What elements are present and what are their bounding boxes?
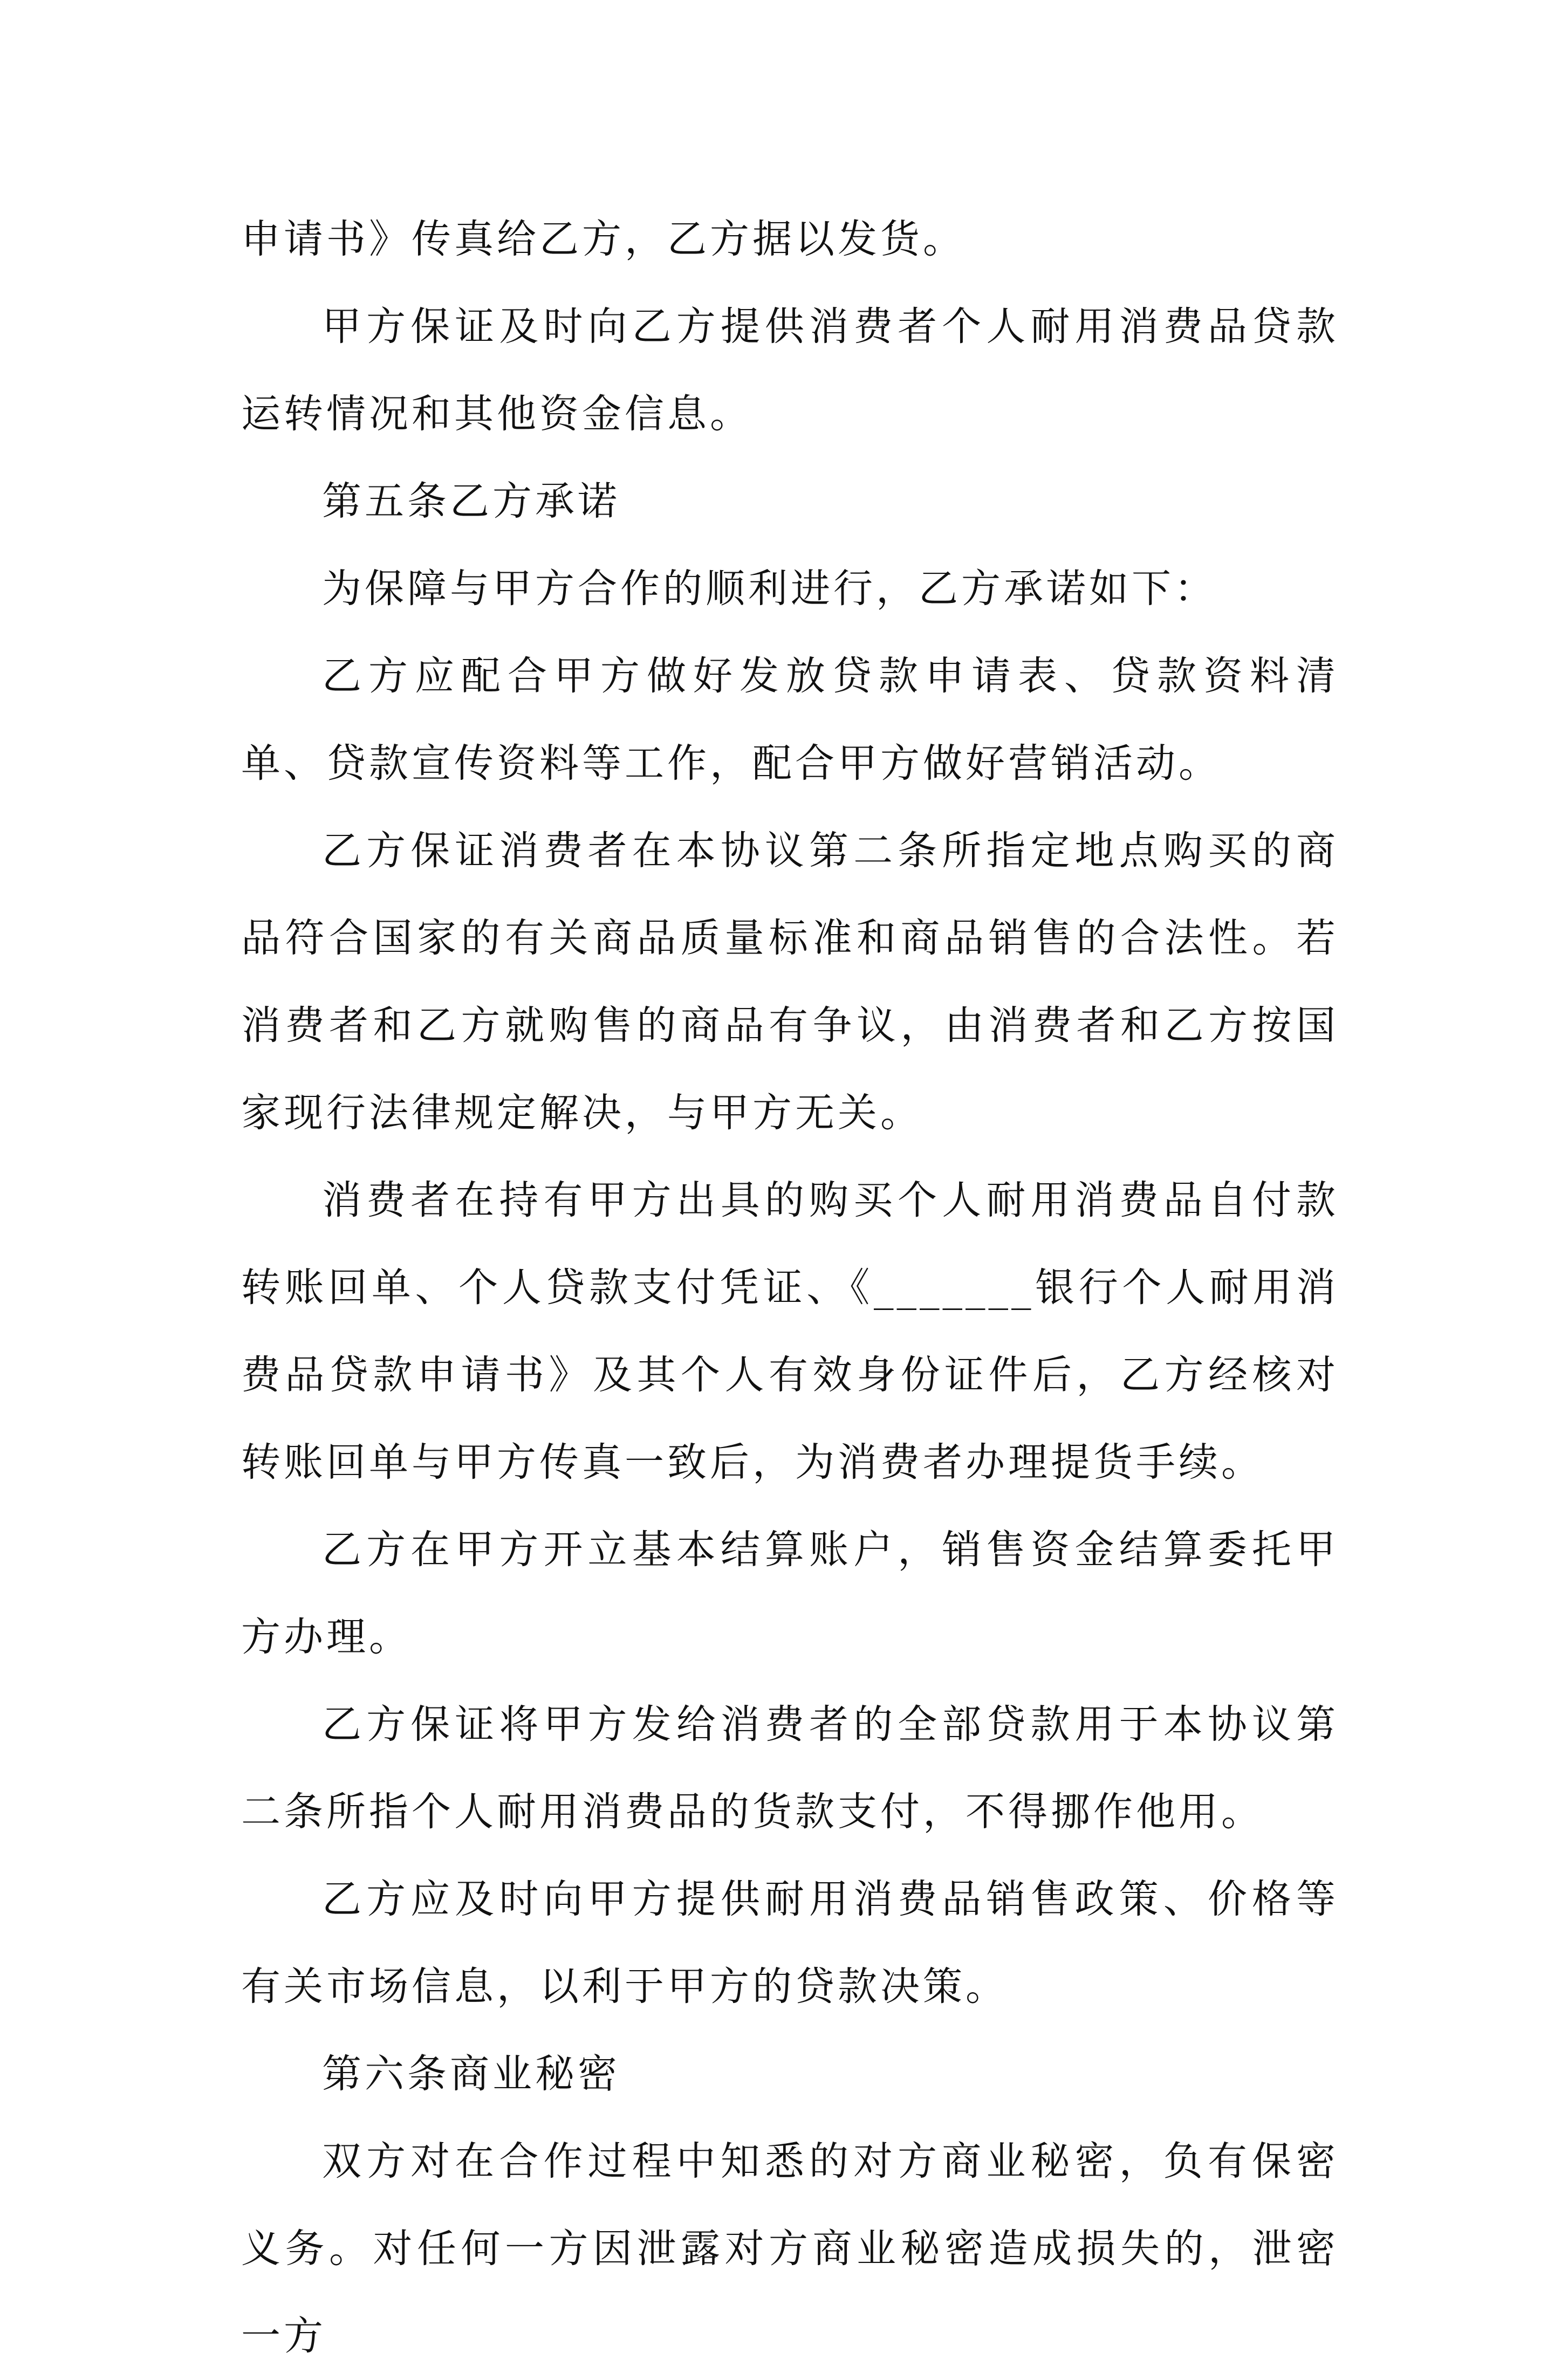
paragraph: 乙方应配合甲方做好发放贷款申请表、贷款资料清单、贷款宣传资料等工作，配合甲方做好营销活动。 [241,653,1339,786]
paragraph-continuation: 申请书》传真给乙方，乙方据以发货。 [241,216,966,262]
paragraph: 乙方在甲方开立基本结算账户，销售资金结算委托甲方办理。 [241,1527,1339,1660]
paragraph: 甲方保证及时向乙方提供消费者个人耐用消费品贷款运转情况和其他资金信息。 [241,304,1339,437]
paragraph: 乙方保证将甲方发给消费者的全部贷款用于本协议第二条所指个人耐用消费品的货款支付，不得挪作他用。 [241,1702,1339,1835]
paragraph: 消费者在持有甲方出具的购买个人耐用消费品自付款转账回单、个人贷款支付凭证、《_______银行个人耐用消费品贷款申请书》及其个人有效身份证件后，乙方经核对转账回单与甲方传真一致后，为消费者办理提货手续。 [241,1177,1339,1485]
paragraph: 为保障与甲方合作的顺利进行，乙方承诺如下： [322,566,1217,612]
document-body [241,196,1339,2380]
section-heading-article-5: 第五条乙方承诺 [322,478,620,524]
paragraph: 乙方应及时向甲方提供耐用消费品销售政策、价格等有关市场信息，以利于甲方的贷款决策。 [241,1876,1339,2009]
section-heading-article-6: 第六条商业秘密 [322,2051,620,2097]
paragraph: 乙方保证消费者在本协议第二条所指定地点购买的商品符合国家的有关商品质量标准和商品销售的合法性。若消费者和乙方就购售的商品有争议，由消费者和乙方按国家现行法律规定解决，与甲方无关。 [241,828,1339,1136]
paragraph: 双方对在合作过程中知悉的对方商业秘密，负有保密义务。对任何一方因泄露对方商业秘密造成损失的，泄密一方 [241,2138,1339,2359]
